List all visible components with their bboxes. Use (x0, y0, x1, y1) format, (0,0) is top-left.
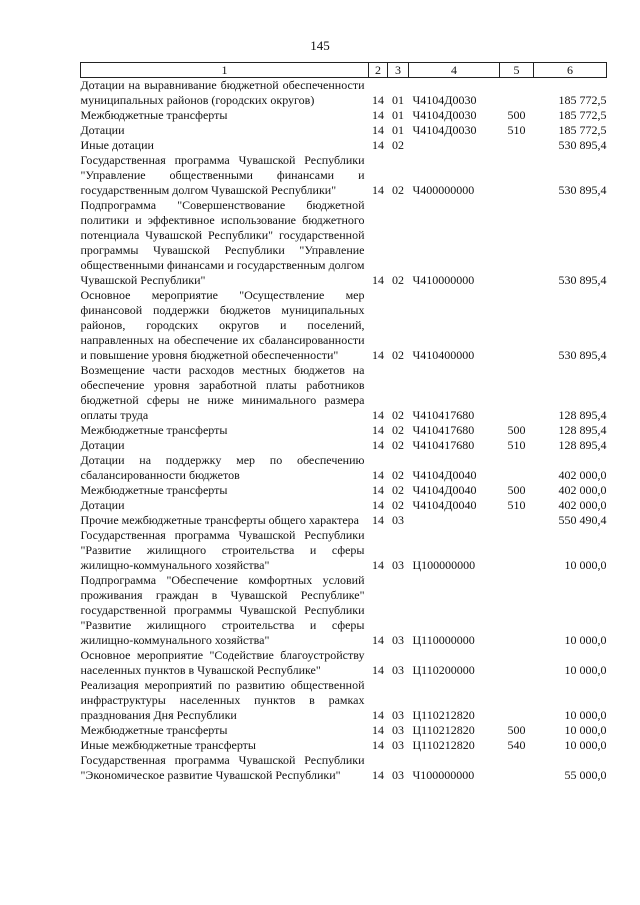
row-target-code (409, 513, 500, 528)
table-row (81, 483, 607, 498)
row-amount: 402 000,0 (558, 483, 607, 497)
column-header-amount: 6 (534, 63, 607, 78)
row-name: Дотации на поддержку мер по обеспечению сбалансированности бюджетов (80, 453, 365, 482)
row-section: 14 (372, 423, 384, 437)
row-amount: 185 772,5 (558, 108, 607, 122)
row-name: Подпрограмма "Обеспечение комфортных условий проживания граждан в Чувашской Республике" государственной программы Чувашской Республики "Развитие жилищного строительства и сферы жилищно-коммунального хозяйства" (80, 573, 365, 647)
header-row (81, 63, 607, 78)
table-row (81, 123, 607, 138)
row-section: 14 (372, 108, 384, 122)
row-section: 14 (372, 273, 384, 287)
row-name: Основное мероприятие "Содействие благоустройству населенных пунктов в Чувашской Республике" (80, 648, 365, 677)
row-subsection: 03 (392, 723, 404, 737)
row-name: Дотации (80, 123, 125, 137)
row-name: Иные межбюджетные трансферты (80, 738, 256, 752)
row-amount: 530 895,4 (558, 273, 607, 287)
row-target-code: Ч4104Д0040 (412, 468, 477, 482)
row-section: 14 (372, 738, 384, 752)
row-expense-type (500, 198, 534, 288)
table-row (81, 423, 607, 438)
row-section: 14 (372, 558, 384, 572)
page-number: 145 (310, 38, 330, 53)
row-subsection: 02 (392, 423, 404, 437)
row-name: Иные дотации (80, 138, 154, 152)
row-target-code: Ц110200000 (412, 663, 475, 677)
row-expense-type: 510 (507, 123, 526, 137)
row-target-code: Ч4104Д0030 (412, 93, 477, 107)
row-name: Межбюджетные трансферты (80, 423, 228, 437)
table-row (81, 513, 607, 528)
row-expense-type (500, 153, 534, 198)
row-name: Основное мероприятие "Осуществление мер финансовой поддержки бюджетов муниципальных районов, городских округов и поселений, направленных на обеспечение их сбалансированности и повышение уровня бюджетной обеспеченности" (80, 288, 365, 362)
column-header-section: 2 (369, 63, 388, 78)
row-target-code: Ч4104Д0040 (412, 483, 477, 497)
row-expense-type (500, 138, 534, 153)
table-row (81, 738, 607, 753)
row-name: Подпрограмма "Совершенствование бюджетной политики и эффективное использование бюджетного потенциала Чувашской Республики" государственной программы Чувашской Республики "Управление общественными финансами и государственным долгом Чувашской Республики" (80, 198, 365, 287)
row-name: Прочие межбюджетные трансферты общего характера (80, 513, 359, 527)
row-amount: 55 000,0 (564, 768, 607, 782)
row-amount: 530 895,4 (558, 348, 607, 362)
row-target-code: Ч410000000 (412, 273, 475, 287)
table-row (81, 753, 607, 783)
row-amount: 550 490,4 (558, 513, 607, 527)
table-row (81, 138, 607, 153)
row-section: 14 (372, 513, 384, 527)
table-row (81, 198, 607, 288)
row-section: 14 (372, 633, 384, 647)
row-subsection: 02 (392, 483, 404, 497)
row-amount: 10 000,0 (564, 558, 607, 572)
row-amount: 128 895,4 (558, 423, 607, 437)
row-amount: 185 772,5 (558, 123, 607, 137)
row-section: 14 (372, 438, 384, 452)
row-amount: 402 000,0 (558, 468, 607, 482)
row-subsection: 02 (392, 138, 404, 152)
row-name: Дотации на выравнивание бюджетной обеспеченности муниципальных районов (городских округов) (80, 78, 365, 107)
row-subsection: 01 (392, 93, 404, 107)
row-name: Межбюджетные трансферты (80, 723, 228, 737)
row-name: Государственная программа Чувашской Республики "Развитие жилищного строительства и сферы жилищно-коммунального хозяйства" (80, 528, 365, 572)
table-header (81, 63, 607, 78)
row-amount: 128 895,4 (558, 408, 607, 422)
budget-table (80, 62, 607, 783)
row-expense-type: 510 (507, 498, 526, 512)
row-expense-type: 500 (507, 483, 526, 497)
table-body (81, 78, 607, 784)
row-subsection: 03 (392, 633, 404, 647)
column-header-name: 1 (81, 63, 369, 78)
table-row (81, 723, 607, 738)
row-name: Государственная программа Чувашской Республики "Экономическое развитие Чувашской Республики" (80, 753, 365, 782)
table-row (81, 528, 607, 573)
row-subsection: 02 (392, 438, 404, 452)
row-subsection: 03 (392, 768, 404, 782)
row-target-code: Ч410417680 (412, 408, 475, 422)
row-expense-type: 510 (507, 438, 526, 452)
row-expense-type (500, 678, 534, 723)
row-name: Возмещение части расходов местных бюджетов на обеспечение уровня заработной платы работников бюджетной сферы не ниже минимального размера оплаты труда (80, 363, 365, 422)
row-name: Дотации (80, 438, 125, 452)
row-subsection: 02 (392, 348, 404, 362)
row-target-code: Ч400000000 (412, 183, 475, 197)
row-amount: 128 895,4 (558, 438, 607, 452)
row-name: Дотации (80, 498, 125, 512)
row-amount: 10 000,0 (564, 633, 607, 647)
row-target-code: Ц100000000 (412, 558, 476, 572)
table-row (81, 78, 607, 109)
row-name: Государственная программа Чувашской Республики "Управление общественными финансами и государственным долгом Чувашской Республики" (80, 153, 365, 197)
row-amount: 530 895,4 (558, 183, 607, 197)
table-row (81, 648, 607, 678)
row-section: 14 (372, 468, 384, 482)
row-expense-type (500, 288, 534, 363)
row-amount: 10 000,0 (564, 708, 607, 722)
table-row (81, 288, 607, 363)
table-row (81, 678, 607, 723)
row-target-code: Ц110212820 (412, 723, 475, 737)
row-target-code: Ц110000000 (412, 633, 475, 647)
row-target-code: Ч4104Д0030 (412, 123, 477, 137)
row-subsection: 02 (392, 273, 404, 287)
row-target-code: Ч100000000 (412, 768, 475, 782)
row-subsection: 03 (392, 663, 404, 677)
column-header-type: 5 (500, 63, 534, 78)
row-section: 14 (372, 663, 384, 677)
row-subsection: 02 (392, 183, 404, 197)
row-name: Межбюджетные трансферты (80, 483, 228, 497)
row-target-code: Ч4104Д0030 (412, 108, 477, 122)
row-subsection: 03 (392, 708, 404, 722)
row-section: 14 (372, 93, 384, 107)
row-section: 14 (372, 708, 384, 722)
row-amount: 10 000,0 (564, 723, 607, 737)
row-expense-type: 500 (507, 108, 526, 122)
row-expense-type (500, 453, 534, 483)
row-section: 14 (372, 348, 384, 362)
row-expense-type (500, 528, 534, 573)
row-expense-type (500, 78, 534, 109)
row-target-code: Ч410417680 (412, 438, 475, 452)
row-subsection: 02 (392, 408, 404, 422)
row-expense-type (500, 363, 534, 423)
table-row (81, 153, 607, 198)
row-expense-type: 500 (507, 423, 526, 437)
row-section: 14 (372, 138, 384, 152)
row-amount: 10 000,0 (564, 738, 607, 752)
row-target-code (409, 138, 500, 153)
table-row (81, 573, 607, 648)
row-subsection: 02 (392, 468, 404, 482)
row-expense-type (500, 753, 534, 783)
table-row (81, 453, 607, 483)
row-target-code: Ц110212820 (412, 708, 475, 722)
row-amount: 185 772,5 (558, 93, 607, 107)
row-section: 14 (372, 123, 384, 137)
column-header-subsection: 3 (388, 63, 409, 78)
table-row (81, 498, 607, 513)
row-subsection: 02 (392, 498, 404, 512)
row-expense-type (500, 648, 534, 678)
row-target-code: Ч410417680 (412, 423, 475, 437)
row-target-code: Ч410400000 (412, 348, 475, 362)
row-subsection: 01 (392, 108, 404, 122)
row-subsection: 03 (392, 738, 404, 752)
row-section: 14 (372, 483, 384, 497)
row-amount: 10 000,0 (564, 663, 607, 677)
row-name: Межбюджетные трансферты (80, 108, 228, 122)
row-amount: 530 895,4 (558, 138, 607, 152)
row-expense-type: 540 (507, 738, 526, 752)
table-row (81, 108, 607, 123)
row-target-code: Ч4104Д0040 (412, 498, 477, 512)
row-section: 14 (372, 723, 384, 737)
row-name: Реализация мероприятий по развитию общественной инфраструктуры населенных пунктов в рамках празднования Дня Республики (80, 678, 365, 722)
row-expense-type (500, 573, 534, 648)
row-expense-type: 500 (507, 723, 526, 737)
row-section: 14 (372, 183, 384, 197)
table-row (81, 438, 607, 453)
row-section: 14 (372, 498, 384, 512)
row-subsection: 01 (392, 123, 404, 137)
row-section: 14 (372, 408, 384, 422)
row-section: 14 (372, 768, 384, 782)
row-amount: 402 000,0 (558, 498, 607, 512)
row-expense-type (500, 513, 534, 528)
table-row (81, 363, 607, 423)
column-header-target: 4 (409, 63, 500, 78)
row-subsection: 03 (392, 513, 404, 527)
row-subsection: 03 (392, 558, 404, 572)
row-target-code: Ц110212820 (412, 738, 475, 752)
